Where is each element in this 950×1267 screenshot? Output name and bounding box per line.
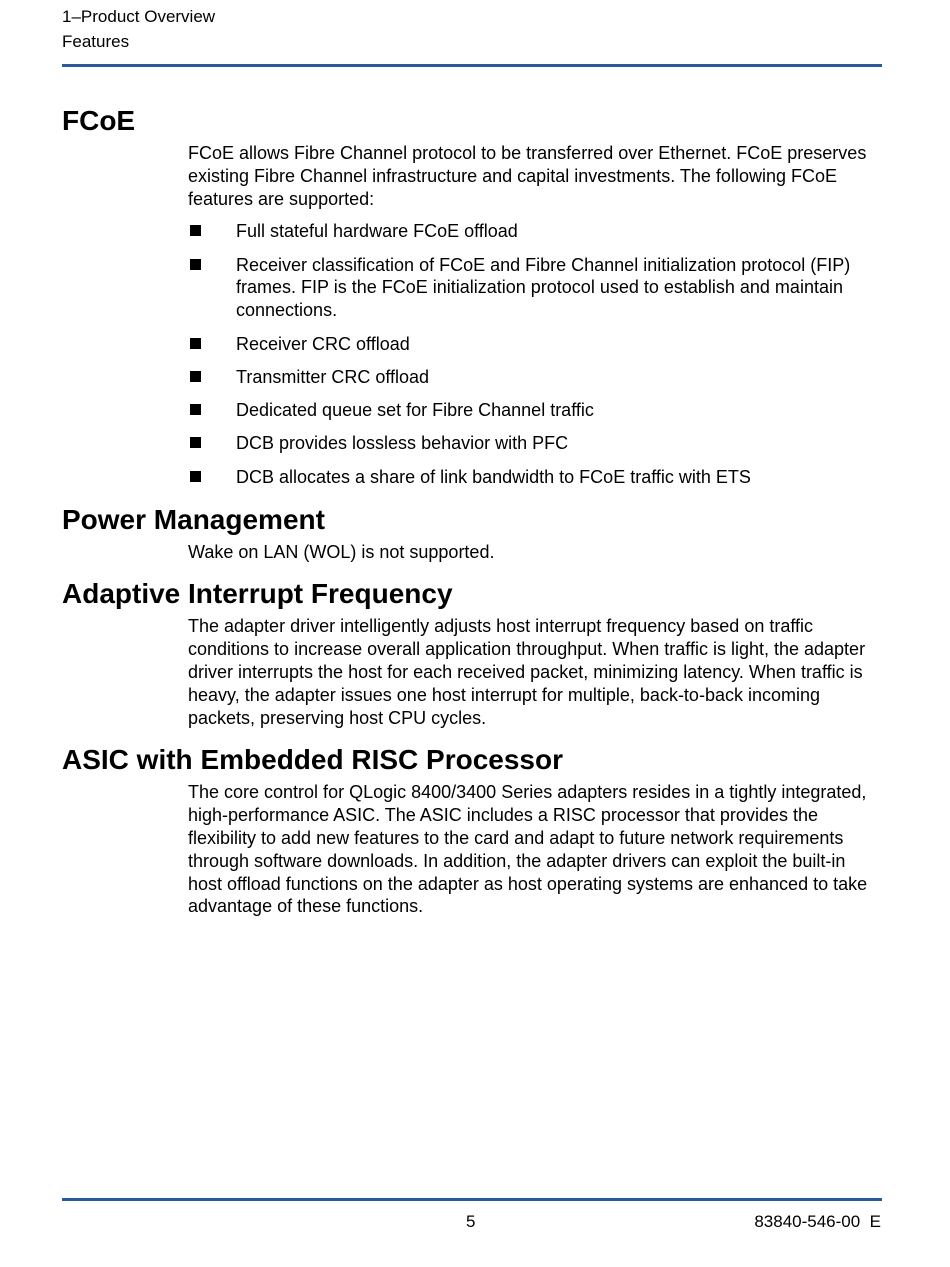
- header-section: Features: [62, 32, 130, 51]
- square-bullet-icon: [190, 371, 201, 382]
- section-body-power-management: [188, 541, 882, 564]
- section-body-fcoe: [188, 142, 882, 489]
- section-body-adaptive-interrupt-frequency: [188, 615, 882, 729]
- list-item-text: Receiver classification of FCoE and Fibre Channel initialization protocol (FIP) frames. FIP is the FCoE initialization protocol used to establish and maintain connections.: [236, 254, 851, 321]
- square-bullet-icon: [190, 338, 201, 349]
- page-number: 5: [466, 1212, 476, 1231]
- adaptive-interrupt-text: The adapter driver intelligently adjusts host interrupt frequency based on traffic conditions to increase overall application throughput. When traffic is light, the adapter driver interrupts the host for each received packet, minimizing latency. When traffic is heavy, the adapter issues one host interrupt for multiple, back-to-back incoming packets, preserving host CPU cycles.: [188, 616, 866, 728]
- square-bullet-icon: [190, 404, 201, 415]
- list-item-text: DCB provides lossless behavior with PFC: [236, 433, 569, 454]
- section-title-adaptive-interrupt-frequency: Adaptive Interrupt Frequency: [62, 578, 453, 610]
- document-number: 83840-546-00 E: [754, 1212, 881, 1231]
- header-chapter: 1–Product Overview: [62, 7, 216, 26]
- square-bullet-icon: [190, 471, 201, 482]
- section-title-asic-risc: ASIC with Embedded RISC Processor: [62, 744, 563, 776]
- square-bullet-icon: [190, 225, 201, 236]
- section-title-power-management: Power Management: [62, 503, 325, 535]
- list-item-text: DCB allocates a share of link bandwidth to FCoE traffic with ETS: [236, 466, 751, 487]
- section-body-asic-risc: [188, 781, 882, 918]
- running-header: [62, 4, 215, 54]
- list-item: [188, 466, 882, 489]
- asic-risc-text: The core control for QLogic 8400/3400 Series adapters resides in a tightly integrated, high-performance ASIC. The ASIC includes a RISC processor that provides the flexibility to add new features to the card and adapt to future network requirements through software downloads. In addition, the adapter drivers can exploit the built-in host offload functions on the adapter as host operating systems are enhanced to take advantage of these functions.: [188, 782, 868, 917]
- section-fcoe: [62, 104, 882, 489]
- footer-rule: [62, 1198, 882, 1201]
- list-item: [188, 333, 882, 356]
- list-item-text: Dedicated queue set for Fibre Channel traffic: [236, 400, 594, 421]
- list-item: [188, 366, 882, 389]
- list-item: [188, 220, 882, 243]
- page-content: [62, 104, 882, 932]
- square-bullet-icon: [190, 437, 201, 448]
- header-rule: [62, 64, 882, 67]
- section-power-management: [62, 503, 882, 564]
- power-management-text: Wake on LAN (WOL) is not supported.: [188, 541, 495, 562]
- section-title-fcoe: FCoE: [62, 105, 136, 136]
- list-item-text: Receiver CRC offload: [236, 333, 410, 354]
- list-item: [188, 254, 882, 322]
- fcoe-feature-list: [188, 220, 882, 488]
- fcoe-intro: FCoE allows Fibre Channel protocol to be transferred over Ethernet. FCoE preserves existing Fibre Channel infrastructure and capital investments. The following FCoE features are supported:: [188, 143, 867, 209]
- list-item-text: Transmitter CRC offload: [236, 366, 430, 387]
- section-adaptive-interrupt-frequency: [62, 577, 882, 729]
- section-asic-risc: [62, 743, 882, 918]
- list-item: [188, 399, 882, 422]
- list-item-text: Full stateful hardware FCoE offload: [236, 221, 518, 242]
- list-item: [188, 432, 882, 455]
- square-bullet-icon: [190, 259, 201, 270]
